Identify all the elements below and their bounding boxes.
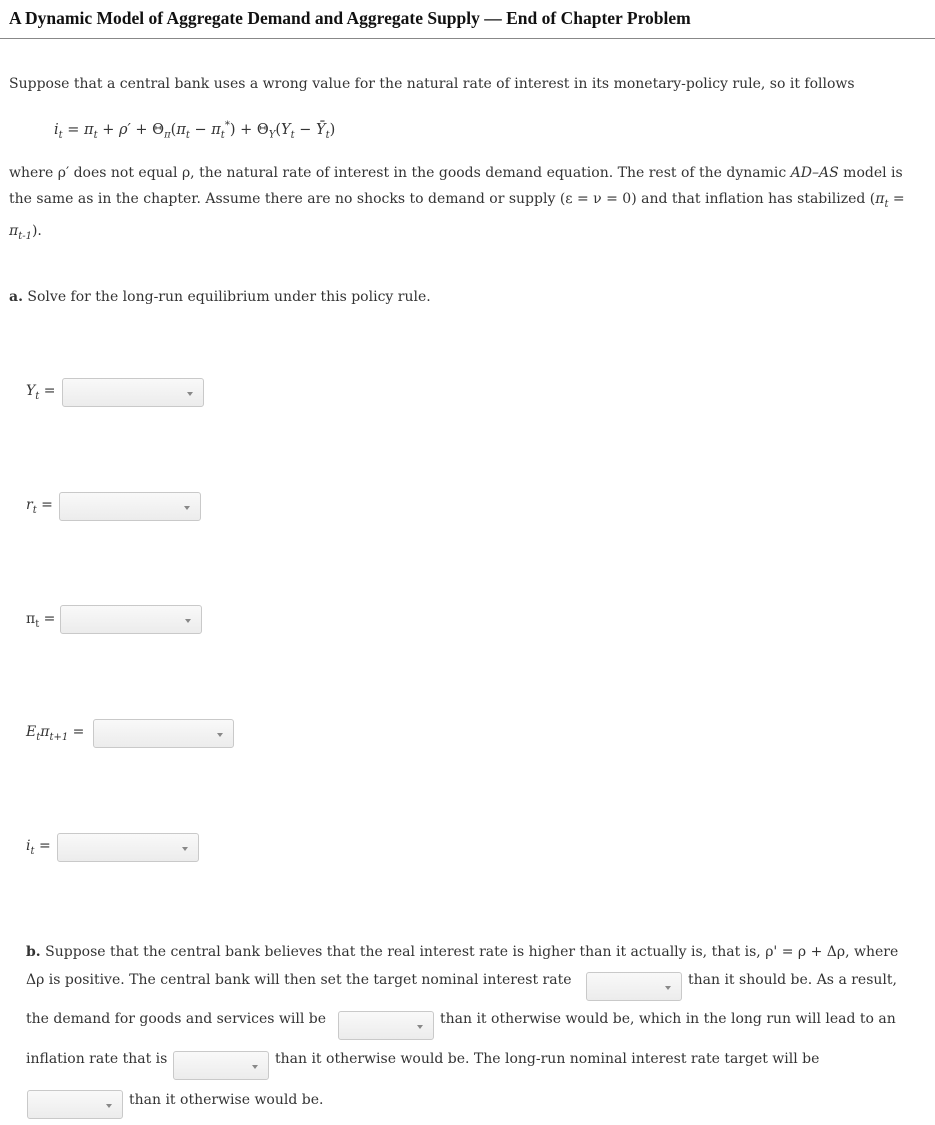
chevron-down-icon: [252, 1065, 258, 1069]
label-Y: $Y_t$ =: [26, 383, 56, 402]
part-b-line-1: b. Suppose that the central bank believes that the real interest rate is higher than it actually is, that is, ρ' = ρ + Δρ, where: [26, 944, 899, 960]
chevron-down-icon: [665, 986, 671, 990]
where-paragraph: where ρ′ does not equal ρ, the natural rate of interest in the goods demand equation. The rest of the dynamic AD–AS model is the same as in the chapter. Assume there are no shocks to demand or supply (ε = ν = 0) and that inflation has stabilized $(\pi_t = \pi_{t-1})$.: [9, 165, 905, 242]
label-r: $r_t$ =: [26, 497, 53, 516]
part-b-line-4: inflation rate that is: [26, 1051, 168, 1067]
label-expected-pi: $E_t\pi_{t+1}$ =: [26, 724, 85, 743]
page-title: A Dynamic Model of Aggregate Demand and Aggregate Supply — End of Chapter Problem: [9, 8, 691, 28]
intro-paragraph: Suppose that a central bank uses a wrong value for the natural rate of interest in its monetary-policy rule, so it follows: [9, 76, 855, 92]
part-b-line-3: the demand for goods and services will be: [26, 1011, 327, 1027]
target-rate-dropdown[interactable]: [586, 972, 682, 1001]
part-b-line-4-tail: than it otherwise would be. The long-run nominal interest rate target will be: [275, 1051, 820, 1067]
expected-pi-dropdown[interactable]: [93, 719, 234, 748]
i-dropdown[interactable]: [57, 833, 199, 862]
Y-dropdown[interactable]: [62, 378, 204, 407]
chevron-down-icon: [106, 1104, 112, 1108]
demand-dropdown[interactable]: [338, 1011, 434, 1040]
policy-rule-equation: $i_t = \pi_t + \rho' + \Theta_\pi(\pi_t - \pi_t^*) + \Theta_Y(Y_t$ − $Ȳ_t$): [54, 120, 336, 141]
inflation-dropdown[interactable]: [173, 1051, 269, 1080]
chevron-down-icon: [187, 392, 193, 396]
chevron-down-icon: [182, 847, 188, 851]
chevron-down-icon: [417, 1025, 423, 1029]
part-b-line-3-tail: than it otherwise would be, which in the long run will lead to an: [440, 1011, 896, 1027]
part-b-line-2-tail: than it should be. As a result,: [688, 972, 897, 988]
title-divider: [0, 38, 935, 39]
part-b-line-2: Δρ is positive. The central bank will then set the target nominal interest rate: [26, 972, 572, 988]
chevron-down-icon: [185, 619, 191, 623]
part-a-prompt: a. Solve for the long-run equilibrium under this policy rule.: [9, 289, 431, 305]
label-i: $i_t$ =: [26, 838, 51, 857]
nominal-rate-dropdown[interactable]: [27, 1090, 123, 1119]
chevron-down-icon: [184, 506, 190, 510]
pi-dropdown[interactable]: [60, 605, 202, 634]
label-pi: $\pi_t$ =: [26, 611, 56, 630]
r-dropdown[interactable]: [59, 492, 201, 521]
chevron-down-icon: [217, 733, 223, 737]
part-b-line-5-tail: than it otherwise would be.: [129, 1092, 324, 1108]
